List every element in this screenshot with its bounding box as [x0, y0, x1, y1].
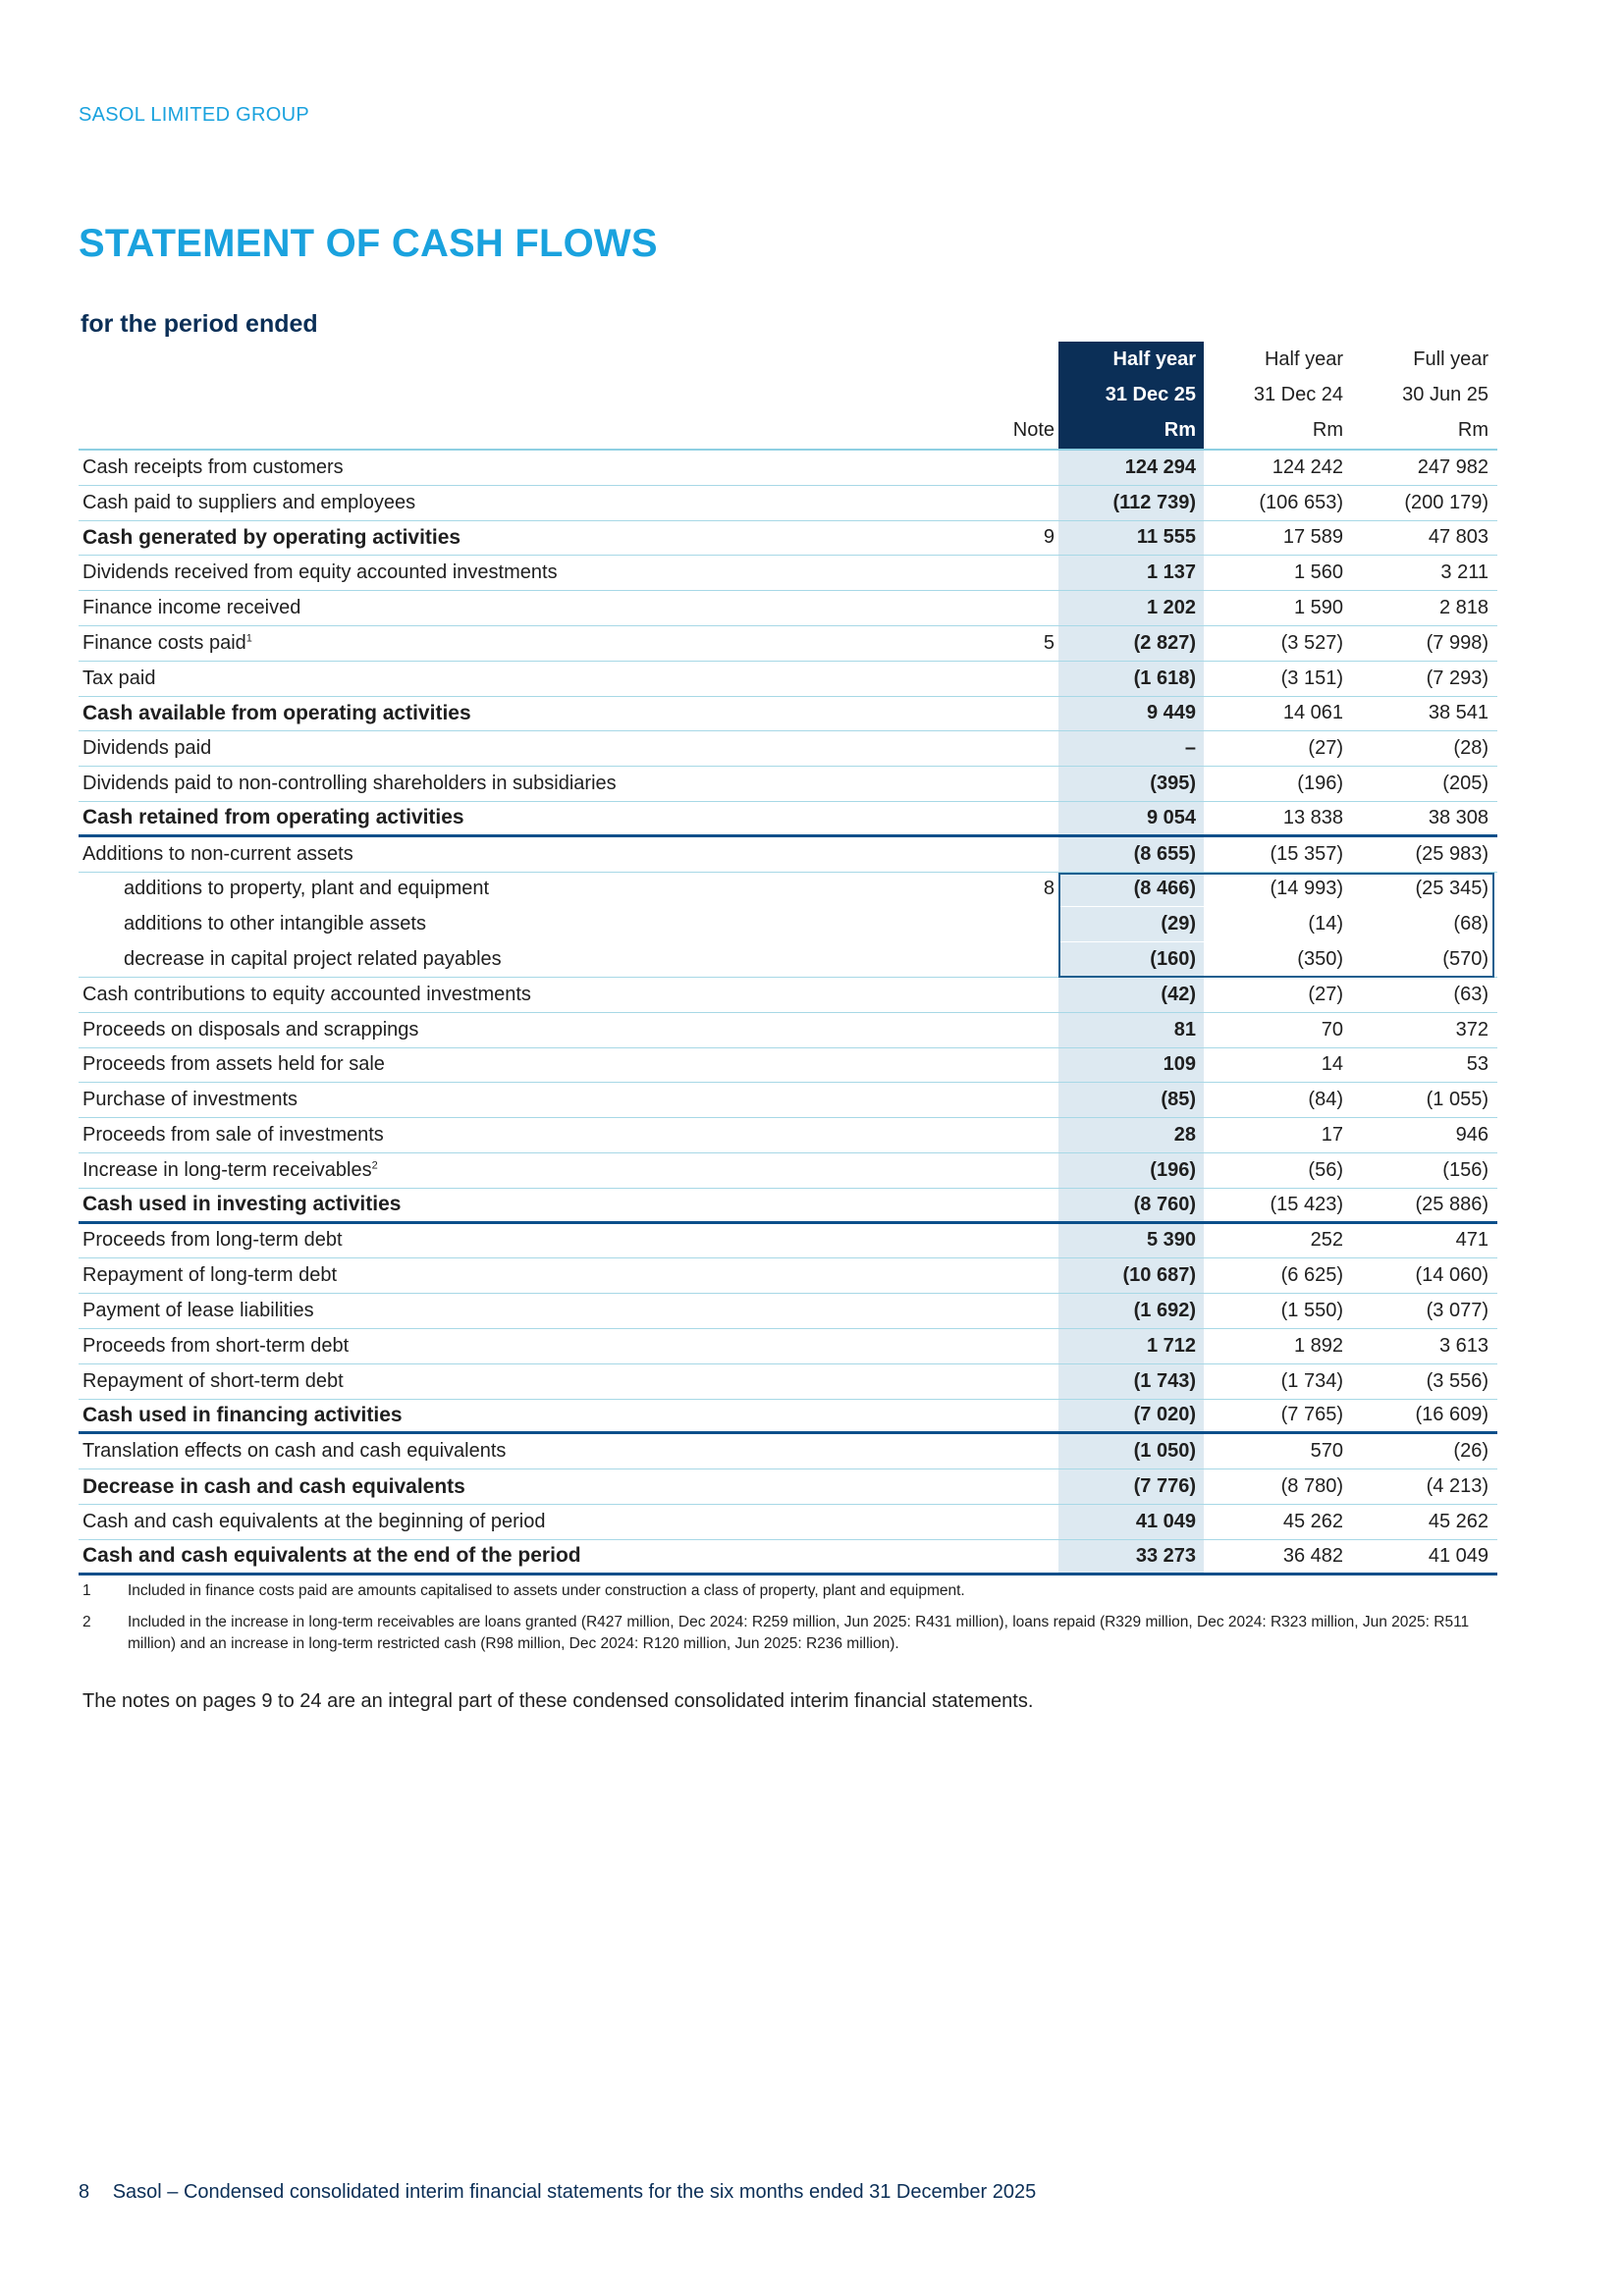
value-current: 9 054: [1058, 802, 1204, 834]
row-label: Repayment of long-term debt: [82, 1264, 338, 1287]
col-header-note: Note: [1012, 419, 1055, 441]
value-full-year: (156): [1442, 1158, 1489, 1181]
value-prior: 14: [1321, 1053, 1343, 1076]
col-header-current: Half year: [1058, 342, 1204, 377]
value-current: 41 049: [1058, 1505, 1204, 1539]
col-date-current: 31 Dec 25: [1058, 377, 1204, 412]
company-header: SASOL LIMITED GROUP: [79, 104, 310, 126]
table-row: [79, 1013, 1497, 1048]
row-label: Proceeds on disposals and scrappings: [82, 1018, 419, 1041]
footnotes: [79, 1580, 1502, 1665]
table-row: [79, 521, 1497, 557]
row-label: Tax paid: [82, 667, 156, 689]
page-number: 8: [79, 2181, 90, 2203]
row-label: Translation effects on cash and cash equivalents: [82, 1440, 507, 1463]
footnote-text: Included in the increase in long-term receivables are loans granted (R427 million, Dec 2024: R259 million, Jun 2025: R431 million), loans repaid (R329 million, Dec 2024: R323 million, Jun 2025: R511 million) and an increase in long-term restricted cash (R98 million, Dec 2024: R120 million, Jun 2025: R236 million).: [128, 1614, 1470, 1652]
value-current: (1 050): [1058, 1434, 1204, 1468]
footnote-ref: 1: [245, 632, 252, 645]
table-row: [79, 1294, 1497, 1329]
value-prior: (1 550): [1280, 1300, 1343, 1322]
value-current: (112 739): [1058, 486, 1204, 520]
row-label: Purchase of investments: [82, 1089, 298, 1111]
table-row: [79, 873, 1497, 908]
value-prior: (350): [1297, 948, 1343, 971]
table-row: [79, 1189, 1497, 1224]
value-full-year: (25 345): [1415, 878, 1489, 900]
value-prior: (56): [1308, 1158, 1343, 1181]
row-label: Repayment of short-term debt: [82, 1369, 344, 1392]
row-label: Dividends paid to non-controlling shareholders in subsidiaries: [82, 773, 617, 795]
value-current: 33 273: [1058, 1540, 1204, 1573]
value-prior: (14): [1308, 913, 1343, 935]
value-prior: (7 765): [1280, 1404, 1343, 1426]
table-row: [79, 1400, 1497, 1435]
value-current: (85): [1058, 1083, 1204, 1117]
row-label: Cash receipts from customers: [82, 455, 344, 478]
value-current: (8 466): [1058, 873, 1204, 907]
col-unit-prior: Rm: [1312, 419, 1343, 441]
table-body: [79, 451, 1497, 1575]
value-full-year: (25 983): [1415, 842, 1489, 865]
table-row: [79, 1505, 1497, 1540]
value-full-year: (7 293): [1426, 667, 1489, 689]
table-row: [79, 1329, 1497, 1364]
footer-text: Sasol – Condensed consolidated interim financial statements for the six months ended 31 December 2025: [112, 2181, 1037, 2203]
col-date-full-year: 30 Jun 25: [1402, 383, 1489, 405]
value-full-year: (16 609): [1415, 1404, 1489, 1426]
value-current: 28: [1058, 1118, 1204, 1152]
value-current: 9 449: [1058, 697, 1204, 731]
table-row: [79, 731, 1497, 767]
table-row: [79, 556, 1497, 591]
row-label: Dividends paid: [82, 737, 212, 760]
value-prior: (3 527): [1280, 631, 1343, 654]
value-full-year: 247 982: [1417, 455, 1489, 478]
value-prior: (8 780): [1280, 1475, 1343, 1497]
value-full-year: (200 179): [1404, 491, 1489, 513]
row-note: 9: [1043, 526, 1055, 549]
table-header-row-3: [79, 412, 1497, 451]
value-full-year: (3 556): [1426, 1369, 1489, 1392]
value-full-year: (1 055): [1426, 1089, 1489, 1111]
row-label: Payment of lease liabilities: [82, 1300, 314, 1322]
row-note: 5: [1043, 631, 1055, 654]
table-row: [79, 837, 1497, 873]
value-full-year: 3 211: [1440, 561, 1489, 584]
value-current: (8 760): [1058, 1189, 1204, 1221]
row-label: Cash available from operating activities: [82, 701, 471, 724]
table-row: [79, 1364, 1497, 1400]
value-prior: (27): [1308, 983, 1343, 1005]
value-prior: 14 061: [1282, 702, 1343, 724]
value-full-year: (570): [1442, 948, 1489, 971]
col-unit-current: Rm: [1058, 412, 1204, 449]
row-label: Cash and cash equivalents at the beginning of period: [82, 1510, 546, 1532]
value-prior: 17 589: [1282, 526, 1343, 549]
row-label: Proceeds from assets held for sale: [82, 1053, 385, 1076]
col-unit-full-year: Rm: [1457, 419, 1489, 441]
value-full-year: (14 060): [1415, 1264, 1489, 1287]
value-current: 124 294: [1058, 451, 1204, 485]
value-current: 81: [1058, 1013, 1204, 1047]
value-full-year: 471: [1455, 1229, 1489, 1252]
value-prior: 252: [1310, 1229, 1343, 1252]
value-prior: 36 482: [1282, 1544, 1343, 1567]
table-row: [79, 1153, 1497, 1189]
row-label: Cash used in investing activities: [82, 1193, 402, 1216]
footnote-text: Included in finance costs paid are amounts capitalised to assets under construction a class of property, plant and equipment.: [128, 1582, 965, 1599]
value-current: (29): [1058, 907, 1204, 941]
footnote-number: 2: [82, 1614, 91, 1630]
table-row: [79, 486, 1497, 521]
value-current: (42): [1058, 978, 1204, 1012]
value-prior: (84): [1308, 1089, 1343, 1111]
value-prior: (106 653): [1259, 491, 1343, 513]
row-label: Additions to non-current assets: [82, 842, 353, 865]
table-row: [79, 1118, 1497, 1153]
value-prior: (14 993): [1270, 878, 1343, 900]
value-full-year: (3 077): [1426, 1300, 1489, 1322]
value-full-year: (205): [1442, 773, 1489, 795]
row-label: Cash and cash equivalents at the end of the period: [82, 1544, 581, 1568]
footnote: [79, 1580, 1502, 1602]
value-full-year: 47 803: [1428, 526, 1489, 549]
row-label: Dividends received from equity accounted investments: [82, 561, 558, 584]
row-label: Cash generated by operating activities: [82, 525, 461, 549]
value-current: 109: [1058, 1048, 1204, 1083]
value-current: (7 776): [1058, 1469, 1204, 1504]
row-label: Proceeds from short-term debt: [82, 1334, 350, 1357]
row-note: 8: [1043, 878, 1055, 900]
table-row: [79, 1540, 1497, 1575]
table-row: [79, 767, 1497, 802]
row-label: Proceeds from long-term debt: [82, 1229, 343, 1252]
row-label: Proceeds from sale of investments: [82, 1124, 384, 1147]
value-prior: (27): [1308, 737, 1343, 760]
value-current: (1 618): [1058, 662, 1204, 696]
value-current: (10 687): [1058, 1258, 1204, 1293]
page-subtitle: for the period ended: [81, 310, 318, 338]
col-header-prior: Half year: [1264, 347, 1343, 370]
table-row: [79, 626, 1497, 662]
value-full-year: 53: [1466, 1053, 1489, 1076]
page-title: STATEMENT OF CASH FLOWS: [79, 222, 658, 265]
row-label: Decrease in cash and cash equivalents: [82, 1474, 465, 1498]
notes-statement: The notes on pages 9 to 24 are an integral part of these condensed consolidated interim financial statements.: [82, 1690, 1034, 1712]
table-row: [79, 591, 1497, 626]
row-label: Finance income received: [82, 597, 301, 619]
row-label: additions to other intangible assets: [124, 913, 426, 935]
table-row: [79, 1083, 1497, 1118]
table-row: [79, 1048, 1497, 1084]
footnote-number: 1: [82, 1582, 91, 1599]
value-current: (160): [1058, 942, 1204, 977]
value-prior: 17: [1321, 1124, 1343, 1147]
table-row: [79, 942, 1497, 978]
value-prior: 1 590: [1293, 597, 1343, 619]
row-label: decrease in capital project related payables: [124, 948, 502, 971]
value-full-year: (4 213): [1426, 1475, 1489, 1497]
cash-flow-table: [79, 342, 1497, 1575]
value-full-year: 372: [1455, 1018, 1489, 1041]
value-full-year: 38 541: [1428, 702, 1489, 724]
footnote-ref: 2: [371, 1159, 378, 1172]
row-label: Cash used in financing activities: [82, 1403, 403, 1426]
value-current: 11 555: [1058, 521, 1204, 556]
table-row: [79, 451, 1497, 486]
table-header-row-1: [79, 342, 1497, 377]
table-row: [79, 907, 1497, 942]
value-prior: (196): [1297, 773, 1343, 795]
col-header-full-year: Full year: [1413, 347, 1489, 370]
table-row: [79, 1434, 1497, 1469]
value-full-year: 2 818: [1438, 597, 1489, 619]
value-current: (395): [1058, 767, 1204, 801]
row-label: Cash paid to suppliers and employees: [82, 491, 416, 513]
value-current: 1 202: [1058, 591, 1204, 625]
value-prior: 570: [1310, 1440, 1343, 1463]
value-prior: (6 625): [1280, 1264, 1343, 1287]
value-full-year: 38 308: [1428, 806, 1489, 828]
table-header-row-2: [79, 377, 1497, 412]
page-footer: [79, 2181, 1036, 2204]
value-prior: 124 242: [1272, 455, 1343, 478]
value-full-year: (25 886): [1415, 1193, 1489, 1215]
value-prior: 1 892: [1293, 1334, 1343, 1357]
value-prior: 45 262: [1282, 1510, 1343, 1532]
table-row: [79, 697, 1497, 732]
col-date-prior: 31 Dec 24: [1253, 383, 1343, 405]
value-prior: 13 838: [1282, 806, 1343, 828]
value-full-year: (7 998): [1426, 631, 1489, 654]
value-current: 1 712: [1058, 1329, 1204, 1363]
row-label: Finance costs paid$^1$: [82, 631, 252, 654]
footnote: [79, 1612, 1502, 1655]
value-full-year: 946: [1455, 1124, 1489, 1147]
table-row: [79, 802, 1497, 837]
value-current: (1 743): [1058, 1364, 1204, 1399]
value-current: (2 827): [1058, 626, 1204, 661]
value-prior: 1 560: [1293, 561, 1343, 584]
row-label: Increase in long-term receivables$^2$: [82, 1158, 378, 1181]
value-full-year: 3 613: [1438, 1334, 1489, 1357]
table-row: [79, 978, 1497, 1013]
table-row: [79, 1258, 1497, 1294]
value-current: 5 390: [1058, 1224, 1204, 1258]
value-current: (1 692): [1058, 1294, 1204, 1328]
value-current: (7 020): [1058, 1400, 1204, 1432]
value-current: 1 137: [1058, 556, 1204, 590]
value-prior: (15 357): [1270, 842, 1343, 865]
value-full-year: (26): [1453, 1440, 1489, 1463]
row-label: Cash retained from operating activities: [82, 806, 464, 829]
table-row: [79, 662, 1497, 697]
table-row: [79, 1224, 1497, 1259]
value-prior: (3 151): [1280, 667, 1343, 689]
row-label: Cash contributions to equity accounted investments: [82, 983, 531, 1005]
value-full-year: (68): [1453, 913, 1489, 935]
value-current: (196): [1058, 1153, 1204, 1188]
value-prior: (1 734): [1280, 1369, 1343, 1392]
value-prior: (15 423): [1270, 1193, 1343, 1215]
value-current: (8 655): [1058, 837, 1204, 872]
value-full-year: (28): [1453, 737, 1489, 760]
value-full-year: 45 262: [1428, 1510, 1489, 1532]
value-full-year: 41 049: [1428, 1544, 1489, 1567]
value-current: –: [1058, 731, 1204, 766]
value-full-year: (63): [1453, 983, 1489, 1005]
value-prior: 70: [1321, 1018, 1343, 1041]
table-row: [79, 1469, 1497, 1505]
row-label: additions to property, plant and equipment: [124, 878, 490, 900]
